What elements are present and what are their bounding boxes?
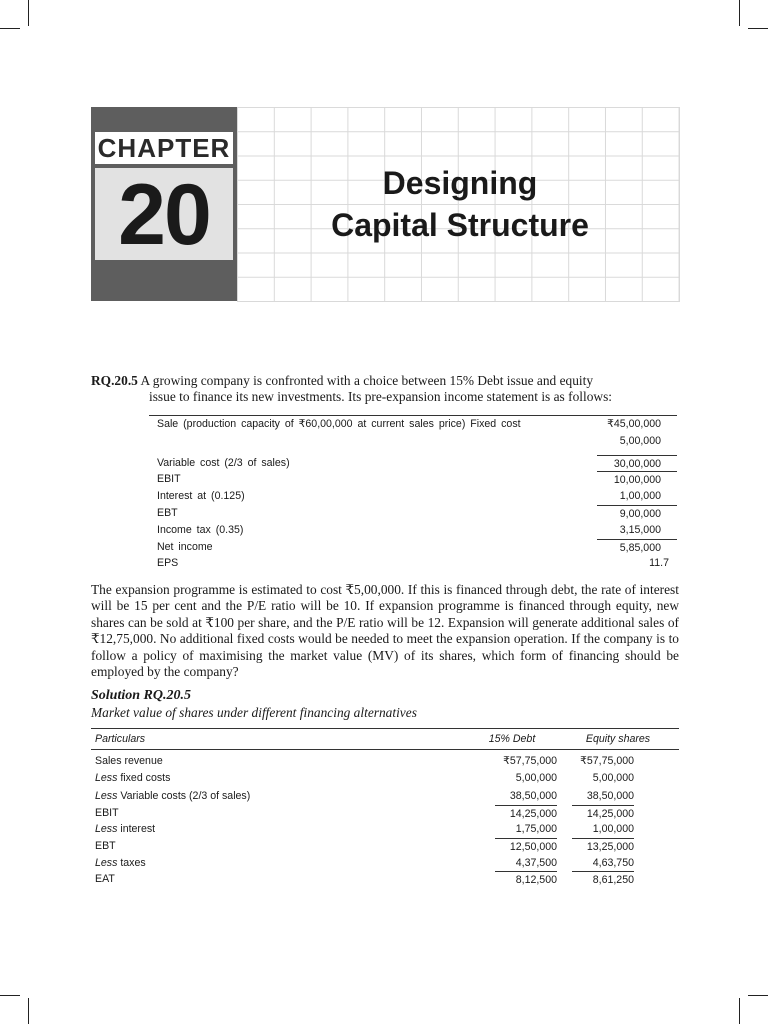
table-row bbox=[91, 855, 679, 872]
header-equity: Equity shares bbox=[585, 733, 651, 745]
row-label: EAT bbox=[95, 873, 115, 886]
row-label: taxes bbox=[117, 856, 146, 869]
table-row bbox=[149, 433, 677, 450]
solution-subtitle: Market value of shares under different financing alternatives bbox=[91, 705, 417, 720]
debt-value: 38,50,000 bbox=[509, 790, 557, 803]
debt-value: ₹57,75,000 bbox=[503, 755, 557, 767]
row-label: EBT bbox=[95, 839, 116, 852]
table-row bbox=[91, 838, 679, 855]
financing-alternatives-table bbox=[91, 728, 679, 888]
expansion-paragraph: The expansion programme is estimated to cost ₹5,00,000. If this is financed through debt, the rate of interest will be 15 per cent and the P/E ratio will be 10. If expansion programme is financed through equity, new shares can be sold at ₹100 per share, and the P/E ratio will be 12. Expansion will generate additional sales of ₹12,75,000. No additional fixed costs would be needed to meet the expansion operation. If the company is to follow a policy of maximising the market value (MV) of its shares, which form of financing should be employed by the company? bbox=[91, 582, 679, 680]
question-line1: A growing company is confronted with a choice between 15% Debt issue and equity bbox=[140, 373, 594, 388]
crop-mark bbox=[28, 0, 29, 26]
table-row bbox=[149, 522, 677, 539]
row-label: EPS bbox=[157, 557, 179, 570]
table-row bbox=[91, 871, 679, 888]
equity-value: 1,00,000 bbox=[592, 823, 634, 836]
question-line2: issue to finance its new investments. Its pre-expansion income statement is as follows: bbox=[149, 389, 612, 405]
row-value: 10,00,000 bbox=[597, 471, 677, 488]
equity-value: ₹57,75,000 bbox=[580, 755, 634, 767]
debt-value: 5,00,000 bbox=[515, 771, 557, 784]
row-prefix: Less bbox=[95, 771, 118, 784]
row-value: 5,85,000 bbox=[597, 539, 677, 556]
row-label: fixed costs bbox=[117, 771, 171, 784]
row-label: EBIT bbox=[95, 806, 119, 819]
table-header bbox=[91, 728, 679, 750]
row-label: Interest at (0.125) bbox=[157, 490, 245, 503]
row-prefix: Less bbox=[95, 823, 118, 836]
question-paragraph bbox=[91, 373, 679, 406]
row-label: EBT bbox=[157, 506, 178, 519]
row-label: Sales revenue bbox=[95, 755, 163, 767]
chapter-title-line1: Designing bbox=[382, 165, 538, 201]
header-debt: 15% Debt bbox=[488, 733, 536, 745]
row-prefix: Less bbox=[95, 790, 118, 803]
table-row bbox=[91, 770, 679, 787]
chapter-title bbox=[300, 162, 620, 246]
table-row bbox=[149, 539, 677, 556]
row-label: Net income bbox=[157, 540, 213, 553]
equity-value: 14,25,000 bbox=[572, 805, 634, 823]
table-row bbox=[91, 788, 679, 805]
row-value: 5,00,000 bbox=[619, 434, 661, 447]
chapter-number: 20 bbox=[95, 168, 233, 260]
question-id: RQ.20.5 bbox=[91, 373, 138, 388]
debt-value: 14,25,000 bbox=[495, 805, 557, 823]
equity-value: 5,00,000 bbox=[592, 771, 634, 784]
row-label: interest bbox=[117, 823, 156, 836]
table-row bbox=[91, 821, 679, 838]
row-label: Sale (production capacity of ₹60,00,000 at current sales price) Fixed cost bbox=[157, 418, 521, 430]
table-row bbox=[149, 471, 677, 488]
table-row bbox=[91, 805, 679, 822]
table-row bbox=[149, 555, 677, 572]
table-row bbox=[149, 488, 677, 505]
row-value: 1,00,000 bbox=[619, 490, 661, 503]
row-prefix: Less bbox=[95, 856, 118, 869]
row-value: 3,15,000 bbox=[619, 523, 661, 536]
row-label: Variable cost (2/3 of sales) bbox=[157, 456, 290, 469]
row-value: 30,00,000 bbox=[597, 455, 677, 472]
crop-mark bbox=[739, 998, 740, 1024]
crop-mark bbox=[0, 995, 20, 996]
row-label bbox=[149, 433, 597, 450]
row-label: EBIT bbox=[157, 473, 181, 486]
income-statement-table bbox=[149, 415, 677, 572]
crop-mark bbox=[748, 28, 768, 29]
crop-mark bbox=[748, 995, 768, 996]
table-row bbox=[149, 505, 677, 522]
crop-mark bbox=[739, 0, 740, 26]
chapter-title-line2: Capital Structure bbox=[331, 207, 589, 243]
crop-mark bbox=[28, 998, 29, 1024]
debt-value: 4,37,500 bbox=[515, 856, 557, 869]
debt-value: 12,50,000 bbox=[495, 838, 557, 856]
equity-value: 4,63,750 bbox=[592, 856, 634, 869]
table-row bbox=[149, 416, 677, 433]
row-value: 11.7 bbox=[649, 557, 669, 570]
table-row bbox=[91, 753, 679, 770]
row-label: Income tax (0.35) bbox=[157, 523, 244, 536]
debt-value: 8,12,500 bbox=[495, 871, 557, 889]
debt-value: 1,75,000 bbox=[515, 823, 557, 836]
row-label: Variable costs (2/3 of sales) bbox=[117, 790, 251, 803]
equity-value: 13,25,000 bbox=[572, 838, 634, 856]
row-value: 9,00,000 bbox=[597, 505, 677, 522]
crop-mark bbox=[0, 28, 20, 29]
row-value: ₹45,00,000 bbox=[607, 418, 661, 430]
equity-value: 38,50,000 bbox=[586, 790, 634, 803]
equity-value: 8,61,250 bbox=[572, 871, 634, 889]
chapter-label: CHAPTER bbox=[95, 132, 233, 164]
header-particulars: Particulars bbox=[95, 733, 146, 745]
solution-title: Solution RQ.20.5 bbox=[91, 688, 191, 703]
table-row bbox=[149, 455, 677, 472]
